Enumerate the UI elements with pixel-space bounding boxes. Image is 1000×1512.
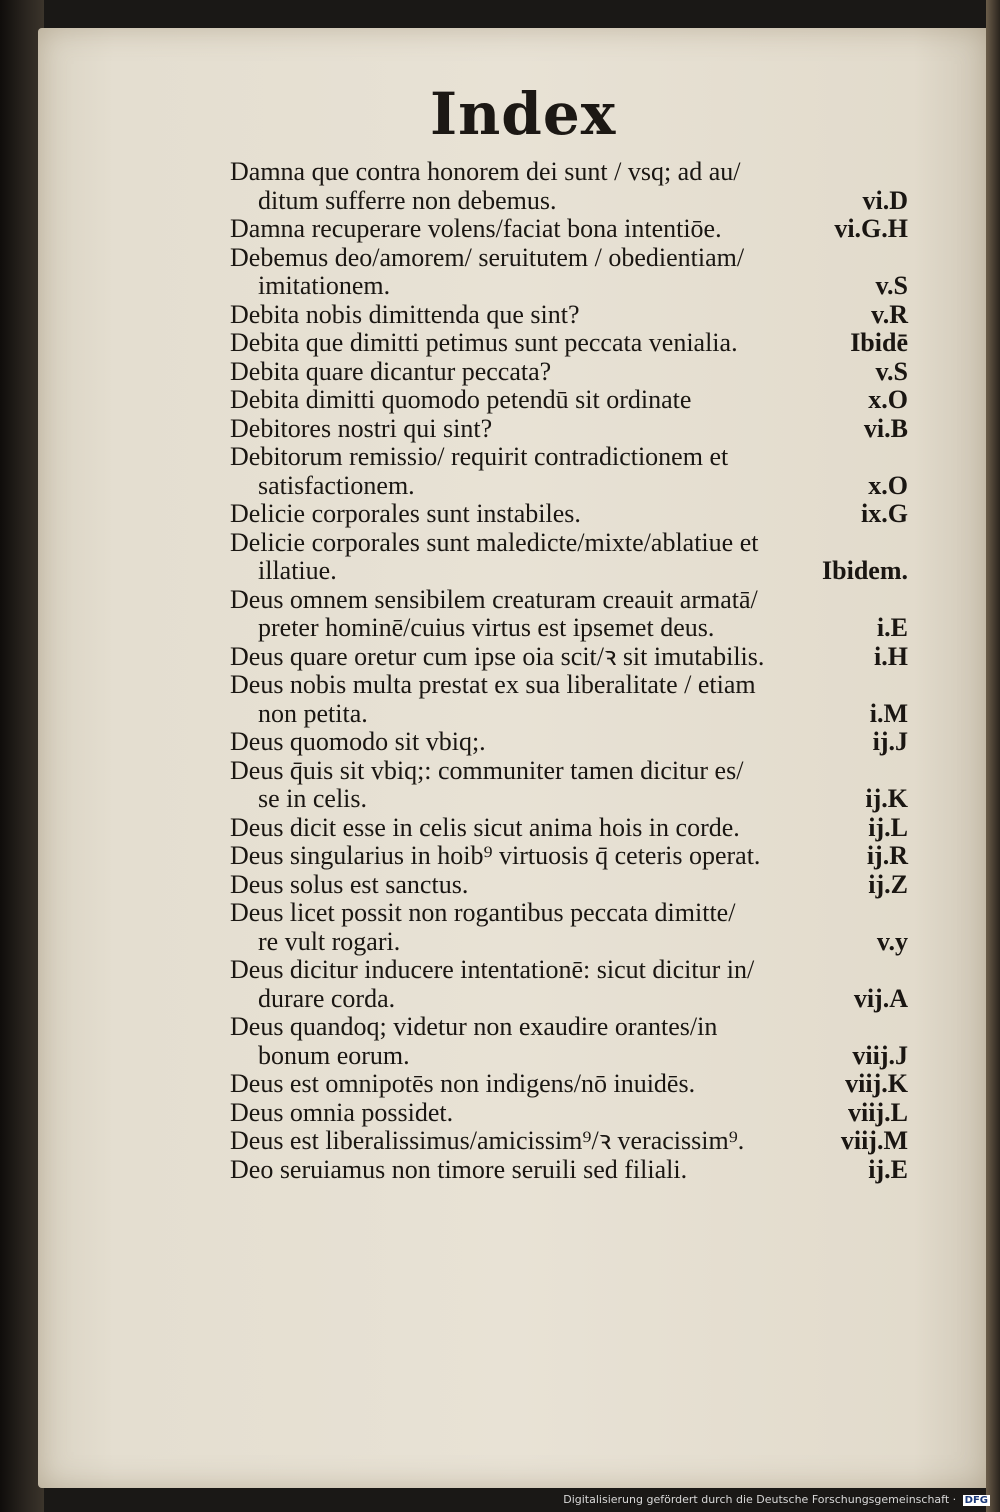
entry-reference: i.M: [869, 698, 908, 728]
entry-text: satisfactionem.: [258, 471, 415, 500]
entry-text: Deus q̄uis sit vbiq;: communiter tamen dicitur es/: [230, 756, 744, 785]
entry-reference: viij.J: [852, 1040, 908, 1070]
entry-reference: vi.G.H: [834, 214, 908, 243]
entry-text: Deo seruiamus non timore seruili sed filiali.: [230, 1155, 688, 1184]
entry-reference: i.E: [876, 613, 908, 642]
entry-text: Deus quomodo sit vbiq;.: [230, 728, 486, 756]
entry-reference: vi.D: [862, 185, 908, 215]
index-entries: [230, 158, 908, 1184]
entry-text: Deus quandoq; videtur non exaudire orantes/in: [230, 1013, 718, 1041]
entry-text: Debitorum remissio/ requirit contradictionem et: [230, 443, 729, 471]
entry-reference: v.R: [871, 299, 908, 329]
entry-reference: ij.E: [868, 1154, 908, 1184]
entry-text: Deus licet possit non rogantibus peccata dimitte/: [230, 899, 736, 927]
index-entry: [230, 329, 908, 358]
entry-reference: ij.J: [872, 727, 908, 756]
entry-reference: ij.L: [868, 812, 908, 842]
entry-reference: vi.B: [863, 413, 908, 443]
index-entry: [230, 443, 908, 500]
entry-text: Deus quare oretur cum ipse oia scit/ꝛ sit imutabilis.: [230, 642, 765, 671]
entry-reference: ij.Z: [868, 869, 908, 899]
entry-text: preter hominē/cuius virtus est ipsemet deus.: [258, 614, 715, 642]
entry-text: Deus singularius in hoib⁹ virtuosis q̄ ceteris operat.: [230, 842, 761, 870]
entry-reference: viij.K: [845, 1069, 908, 1098]
entry-text: Debitores nostri qui sint?: [230, 414, 493, 443]
entry-text: Deus dicitur inducere intentationē: sicut dicitur in/: [230, 956, 755, 984]
index-entry: [230, 643, 908, 672]
entry-reference: viij.M: [840, 1126, 908, 1155]
index-entry: [230, 586, 908, 643]
entry-text: durare corda.: [258, 984, 396, 1013]
index-entry: [230, 956, 908, 1013]
index-entry: [230, 1070, 908, 1099]
entry-text: Deus est omnipotēs non indigens/nō inuidēs.: [230, 1070, 696, 1098]
entry-text: bonum eorum.: [258, 1041, 410, 1070]
entry-reference: v.S: [875, 356, 908, 386]
entry-text: Deus nobis multa prestat ex sua liberalitate / etiam: [230, 671, 756, 699]
entry-text: Deus omnem sensibilem creaturam creauit armatā/: [230, 585, 758, 614]
entry-text: Deus dicit esse in celis sicut anima hois in corde.: [230, 813, 740, 842]
index-entry: [230, 386, 908, 415]
entry-reference: viij.L: [848, 1097, 908, 1127]
index-entry: [230, 728, 908, 757]
entry-text: Debita dimitti quomodo petendū sit ordinate: [230, 386, 692, 414]
entry-reference: Ibidem.: [822, 556, 908, 585]
index-entry: [230, 415, 908, 444]
entry-reference: v.y: [876, 926, 908, 956]
index-entry: [230, 358, 908, 387]
entry-text: Damna recuperare volens/faciat bona intentiōe.: [230, 215, 722, 243]
index-entry: [230, 757, 908, 814]
digitization-credit: [563, 1493, 990, 1506]
dfg-logo: DFG: [964, 1495, 988, 1506]
entry-reference: Ibidē: [850, 328, 908, 357]
entry-text: Damna que contra honorem dei sunt / vsq; ad au/: [230, 158, 741, 186]
index-entry: [230, 1156, 908, 1185]
entry-reference: i.H: [874, 641, 908, 671]
entry-text: re vult rogari.: [258, 927, 401, 956]
entry-reference: ix.G: [861, 499, 908, 528]
index-entry: [230, 158, 908, 215]
entry-text: Deus est liberalissimus/amicissim⁹/ꝛ veracissim⁹.: [230, 1127, 745, 1155]
entry-text: se in celis.: [258, 785, 368, 813]
index-entry: [230, 301, 908, 330]
index-entry: [230, 244, 908, 301]
entry-text: Debita nobis dimittenda que sint?: [230, 300, 580, 329]
entry-reference: x.O: [868, 385, 908, 414]
entry-text: Debita que dimitti petimus sunt peccata venialia.: [230, 329, 738, 357]
index-entry: [230, 899, 908, 956]
entry-text: Deus solus est sanctus.: [230, 870, 469, 899]
index-entry: [230, 529, 908, 586]
entry-text: non petita.: [258, 699, 368, 728]
entry-text: ditum sufferre non debemus.: [258, 186, 557, 215]
index-entry: [230, 1013, 908, 1070]
index-entry: [230, 1099, 908, 1128]
entry-text: Debemus deo/amorem/ seruitutem / obedientiam/: [230, 243, 745, 272]
index-entry: [230, 671, 908, 728]
index-entry: [230, 842, 908, 871]
index-entry: [230, 500, 908, 529]
entry-reference: ij.R: [866, 841, 908, 870]
entry-text: Delicie corporales sunt maledicte/mixte/ablatiue et: [230, 528, 759, 557]
entry-reference: ij.K: [865, 784, 908, 813]
entry-reference: vij.A: [853, 983, 908, 1013]
entry-text: Debita quare dicantur peccata?: [230, 357, 552, 386]
index-entry: [230, 814, 908, 843]
credit-text: Digitalisierung gefördert durch die Deutsche Forschungsgemeinschaft ·: [563, 1493, 957, 1506]
page-title: Index: [430, 80, 617, 148]
index-entry: [230, 215, 908, 244]
entry-text: Delicie corporales sunt instabiles.: [230, 500, 581, 528]
entry-text: illatiue.: [258, 557, 337, 585]
page-edge: [986, 0, 1000, 1512]
index-entry: [230, 871, 908, 900]
entry-text: Deus omnia possidet.: [230, 1098, 454, 1127]
entry-reference: x.O: [868, 470, 908, 500]
entry-text: imitationem.: [258, 272, 391, 300]
entry-reference: v.S: [875, 271, 908, 300]
index-entry: [230, 1127, 908, 1156]
